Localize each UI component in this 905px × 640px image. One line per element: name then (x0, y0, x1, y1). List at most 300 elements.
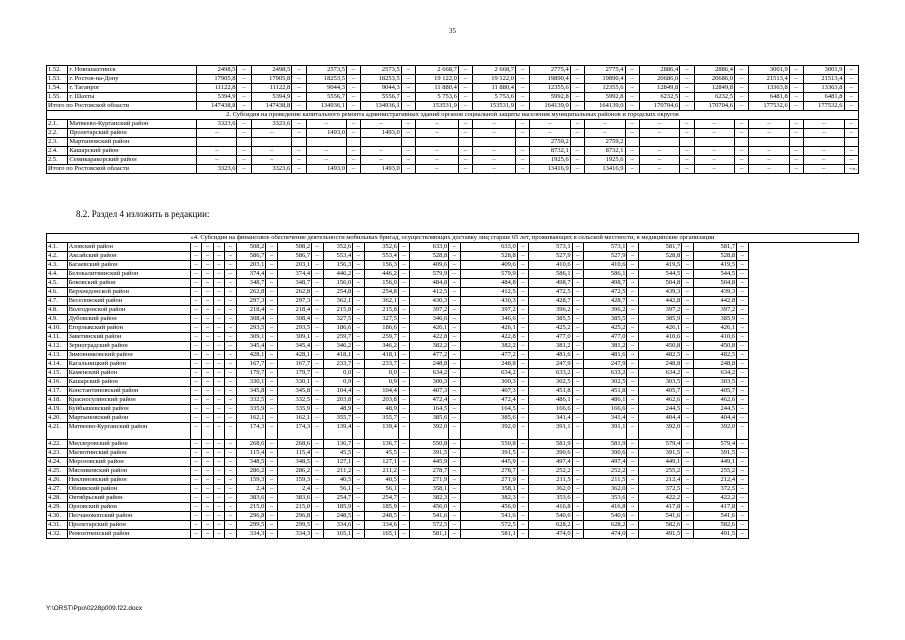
table-cell: 382,3 (460, 494, 517, 503)
table-cell (694, 138, 734, 147)
table-cell-dash: – (682, 494, 693, 503)
table-cell (361, 138, 401, 147)
table-cell: 139,4 (364, 423, 398, 440)
table-cell-dash: – (627, 458, 638, 467)
table-cell: – (789, 156, 803, 165)
table-cell: 352,6 (364, 243, 398, 252)
table-cell: – (735, 129, 749, 138)
table-cell-dash: – (266, 476, 277, 485)
table-cell-dash: – (353, 521, 364, 530)
table-cell: 115,4 (277, 449, 311, 458)
table-cell: 12355,6 (585, 84, 625, 93)
table-cell-dash: – (449, 458, 460, 467)
table-row (47, 297, 859, 306)
table-cell: 5556,7 (306, 93, 346, 102)
table-cell-dash: – (312, 315, 323, 324)
table-cell-dash: – (353, 512, 364, 521)
table-row (47, 440, 859, 449)
table-cell: 486,1 (584, 396, 627, 405)
table-cell: Азовский район (67, 243, 190, 252)
table-cell: 244,5 (638, 405, 681, 414)
table-cell: 12849,8 (694, 84, 734, 93)
table-cell-dash: – (353, 261, 364, 270)
table-cell-dash: – (682, 449, 693, 458)
table-cell-dash: – (353, 414, 364, 423)
table-cell-dash: – (517, 476, 528, 485)
table-cell: 450,8 (638, 342, 681, 351)
table-cell-dash: – (202, 440, 213, 449)
table-cell: Миллеровский район (67, 440, 190, 449)
table-cell: – (735, 93, 749, 102)
table-cell (401, 138, 415, 147)
table-cell-dash: – (517, 396, 528, 405)
table-cell: 248,5 (323, 512, 353, 521)
table-cell-dash: – (190, 494, 201, 503)
table-cell: – (346, 93, 360, 102)
table-cell-dash: – (682, 270, 693, 279)
table-cell: 504,8 (638, 279, 681, 288)
table-cell: Кагальницкий район (67, 360, 190, 369)
table-cell: 2,4 (277, 485, 311, 494)
table-cell: 346,6 (460, 315, 517, 324)
table-cell-dash: – (398, 530, 409, 539)
table-cell-dash: – (398, 405, 409, 414)
table-cell: 115,4 (236, 449, 266, 458)
table-cell: 374,4 (277, 270, 311, 279)
table-cell-dash: – (225, 252, 236, 261)
table-cell: Итого по Ростовской области (47, 165, 197, 174)
table-cell: 528,8 (693, 252, 736, 261)
table-cell-dash: – (517, 270, 528, 279)
table-cell: – (416, 165, 459, 174)
table-cell: 4.17. (47, 387, 68, 396)
table-cell: – (401, 165, 415, 174)
table-cell: 302,5 (584, 378, 627, 387)
table-cell: – (625, 66, 639, 75)
table-cell: – (570, 120, 584, 129)
table-cell-dash: – (213, 288, 224, 297)
table-cell-dash: – (449, 288, 460, 297)
table-cell: Багаевский район (67, 261, 190, 270)
table-cell: – (804, 165, 844, 174)
table-cell-dash: – (449, 387, 460, 396)
table-cell: 296,8 (277, 512, 311, 521)
table-cell: 45,5 (364, 449, 398, 458)
table-cell: 498,7 (529, 279, 572, 288)
table-cell: 422,8 (410, 333, 449, 342)
table-cell: Волгодонской район (67, 306, 190, 315)
table-cell: 3323,6 (197, 165, 237, 174)
table-cell: 302,5 (529, 378, 572, 387)
table-cell: 462,6 (638, 396, 681, 405)
table-cell: 579,4 (638, 440, 681, 449)
table-cell-dash: – (266, 467, 277, 476)
table-cell: 211,2 (323, 467, 353, 476)
table-cell: 477,0 (584, 333, 627, 342)
table-row (47, 306, 859, 315)
table-cell-dash: – (572, 333, 583, 342)
table-cell: – (292, 147, 306, 156)
table-cell-dash: – (737, 306, 748, 315)
table-cell-dash: – (627, 261, 638, 270)
table-cell: – (749, 165, 789, 174)
table-cell: 633,0 (410, 243, 449, 252)
table-cell: 372,5 (638, 485, 681, 494)
table-cell: 2.2. (47, 129, 68, 138)
table-cell-dash: – (353, 423, 364, 440)
table-cell: 1493,0 (361, 165, 401, 174)
table-cell: 407,3 (460, 387, 517, 396)
table-cell-dash: – (398, 440, 409, 449)
table-cell-dash: – (190, 369, 201, 378)
table-cell-dash: – (312, 414, 323, 423)
table-cell-dash: – (353, 476, 364, 485)
table-cell: Куйбышевский район (67, 405, 190, 414)
table-row (47, 423, 859, 440)
table-cell: 385,5 (584, 315, 627, 324)
table-cell-dash: – (398, 521, 409, 530)
table-cell: 482,5 (693, 351, 736, 360)
table-cell-dash: – (627, 351, 638, 360)
table-cell: 391,5 (460, 449, 517, 458)
table-cell-dash: – (190, 485, 201, 494)
table-cell: 410,6 (693, 333, 736, 342)
table-cell: 345,4 (277, 342, 311, 351)
table-cell: – (292, 75, 306, 84)
table-cell: 179,7 (236, 369, 266, 378)
table-cell: 2.4. (47, 147, 68, 156)
table-cell: – (473, 129, 516, 138)
table-cell: 633,2 (584, 369, 627, 378)
table-cell: 422,2 (638, 494, 681, 503)
table-cell (804, 138, 844, 147)
table-cell: 300,3 (410, 378, 449, 387)
table-cell: – (639, 129, 679, 138)
table-cell: 147438,8 (197, 102, 237, 111)
table-cell: 162,1 (236, 414, 266, 423)
table-cell: 56,1 (323, 485, 353, 494)
table-cell (625, 138, 639, 147)
table-cell: 1925,6 (585, 156, 625, 165)
table-cell: 211,5 (584, 476, 627, 485)
table-cell: – (237, 129, 251, 138)
table-cell: 497,4 (584, 458, 627, 467)
table-cell: 527,9 (529, 252, 572, 261)
table-cell: 392,0 (638, 423, 681, 440)
footer-file-path: Y:\ORST\Ppo\0228p009.f22.docx (46, 605, 143, 612)
table-cell-dash: – (627, 279, 638, 288)
table-cell-dash: – (737, 387, 748, 396)
table-cell: 508,2 (277, 243, 311, 252)
table-cell-dash: – (266, 279, 277, 288)
table-cell-dash: – (202, 315, 213, 324)
table-cell-dash: – (627, 342, 638, 351)
table-cell: 450,8 (693, 342, 736, 351)
table-cell: Итого по Ростовской области (47, 102, 197, 111)
table-cell: – (530, 129, 570, 138)
table-cell: 332,5 (236, 396, 266, 405)
table-cell-dash: – (517, 378, 528, 387)
table-cell: 17905,8 (251, 75, 291, 84)
table-cell-dash: – (312, 494, 323, 503)
table-cell: 252,2 (529, 467, 572, 476)
table-cell: – (416, 120, 459, 129)
table-cell-dash: – (627, 378, 638, 387)
table-cell: 346,2 (323, 342, 353, 351)
table-cell: – (789, 75, 803, 84)
table-cell-dash: – (202, 333, 213, 342)
table-cell: 439,3 (693, 288, 736, 297)
table-cell: 4.12. (47, 342, 68, 351)
table-cell: – (804, 156, 844, 165)
table-row (47, 66, 859, 75)
table-cell: 426,1 (638, 324, 681, 333)
table-cell: 18253,5 (361, 75, 401, 84)
table-row (47, 156, 859, 165)
table-cell: – (416, 129, 459, 138)
table-cell: 9044,3 (306, 84, 346, 93)
table-cell: 392,0 (460, 423, 517, 440)
table-cell-dash: – (266, 378, 277, 387)
table-cell-dash: – (572, 378, 583, 387)
table-cell: – (516, 156, 530, 165)
table-cell: – (416, 147, 459, 156)
table-cell: 6481,8 (804, 93, 844, 102)
table-row (47, 342, 859, 351)
table-cell: 3323,6 (251, 120, 291, 129)
table-cell: 634,2 (410, 369, 449, 378)
table-cell: 19 122,0 (416, 75, 459, 84)
table-cell-dash: – (190, 467, 201, 476)
table-cell-dash: – (398, 252, 409, 261)
table-cell-dash: – (353, 503, 364, 512)
table-cell: 541,6 (410, 512, 449, 521)
table-cell-dash: – (449, 324, 460, 333)
table-cell: 396,2 (584, 306, 627, 315)
table-cell: 428,1 (236, 351, 266, 360)
table-cell-dash: – (225, 476, 236, 485)
table-cell (844, 138, 859, 147)
table-cell: – (625, 102, 639, 111)
table-cell: 262,8 (277, 288, 311, 297)
table-cell: – (789, 84, 803, 93)
table-cell: 286,2 (277, 467, 311, 476)
table-cell-dash: – (312, 270, 323, 279)
table-cell-dash: – (572, 351, 583, 360)
table-cell: – (570, 147, 584, 156)
table-cell-dash: – (737, 342, 748, 351)
table-cell-dash: – (572, 503, 583, 512)
table-cell: 385,6 (460, 414, 517, 423)
table-cell-dash: – (190, 396, 201, 405)
table-row (47, 243, 859, 252)
table-cell: 2759,2 (530, 138, 570, 147)
table-cell-dash: – (266, 351, 277, 360)
table-cell: 634,2 (693, 369, 736, 378)
table-cell-dash: – (572, 297, 583, 306)
table-cell: 5992,8 (585, 93, 625, 102)
table-cell-dash: – (398, 270, 409, 279)
table-cell-dash: – (202, 324, 213, 333)
table-cell: 628,2 (529, 521, 572, 530)
table-cell-dash: – (627, 288, 638, 297)
table-row (47, 458, 859, 467)
table-row (47, 414, 859, 423)
table-cell-dash: – (266, 494, 277, 503)
table-cell-dash: – (737, 440, 748, 449)
table-cell: 417,8 (638, 503, 681, 512)
table-cell-dash: – (737, 324, 748, 333)
table-cell-dash: – (449, 521, 460, 530)
table-cell-dash: – (517, 440, 528, 449)
table-cell: 2759,2 (585, 138, 625, 147)
table-cell: 582,6 (638, 521, 681, 530)
table-cell-dash: – (398, 369, 409, 378)
table-cell-dash: – (190, 342, 201, 351)
table-cell: 167,7 (277, 360, 311, 369)
table-cell-dash: – (398, 342, 409, 351)
table-cell-dash: – (517, 306, 528, 315)
table-cell: 271,9 (410, 476, 449, 485)
table-cell-dash: – (353, 243, 364, 252)
table-cell: Орловский район (67, 503, 190, 512)
table-cell: 40,5 (364, 476, 398, 485)
table-cell: 3323,6 (251, 165, 291, 174)
table-cell: – (585, 129, 625, 138)
table-cell-dash: – (398, 476, 409, 485)
table-cell: – (346, 120, 360, 129)
table-cell-dash: – (190, 458, 201, 467)
table-cell: 4.30. (47, 512, 68, 521)
table-cell-dash: – (627, 297, 638, 306)
table-cell-dash: – (213, 306, 224, 315)
table-cell-dash: – (225, 369, 236, 378)
table-cell: 1493,0 (306, 129, 346, 138)
table-cell: 573,1 (584, 243, 627, 252)
table-cell: 4.26. (47, 476, 68, 485)
table-cell: – (570, 165, 584, 174)
table-cell: 540,6 (529, 512, 572, 521)
table-cell-dash: – (449, 503, 460, 512)
table-cell-dash: – (202, 252, 213, 261)
table-cell: 11 880,4 (416, 84, 459, 93)
table-cell: 296,8 (236, 512, 266, 521)
table-cell: – (749, 156, 789, 165)
table-cell-dash: – (190, 279, 201, 288)
table-cell-dash: – (572, 476, 583, 485)
table-cell: – (749, 129, 789, 138)
table-cell: 2498,5 (251, 66, 291, 75)
table-cell: 586,1 (584, 270, 627, 279)
table-cell-dash: – (202, 378, 213, 387)
table-cell-dash: – (190, 449, 201, 458)
table-cell: 486,1 (529, 396, 572, 405)
table-cell: Красносулинский район (67, 396, 190, 405)
table-cell: 248,8 (410, 360, 449, 369)
table-row (47, 449, 859, 458)
table-cell: 327,5 (364, 315, 398, 324)
table-cell-dash: – (398, 449, 409, 458)
table-cell: 419,5 (693, 261, 736, 270)
table-cell: 248,8 (638, 360, 681, 369)
table-cell: – (516, 66, 530, 75)
table-cell: 247,9 (584, 360, 627, 369)
table-cell-dash: – (627, 467, 638, 476)
table-cell: – (694, 165, 734, 174)
table-cell-dash: – (398, 414, 409, 423)
table-cell: 134936,1 (306, 102, 346, 111)
table-cell-dash: – (213, 521, 224, 530)
table-cell: 134936,1 (361, 102, 401, 111)
table-cell: 430,3 (460, 297, 517, 306)
table-cell: 20686,0 (639, 75, 679, 84)
table-cell-dash: – (312, 467, 323, 476)
table-row (47, 270, 859, 279)
table-cell: 407,3 (410, 387, 449, 396)
table-cell: – (680, 147, 694, 156)
table-cell: – (789, 66, 803, 75)
table-cell: 5394,9 (251, 93, 291, 102)
table-cell-dash: – (627, 270, 638, 279)
table-cell-dash: – (627, 503, 638, 512)
table-row (47, 261, 859, 270)
table-cell: 164,5 (460, 405, 517, 414)
table-cell-dash: – (449, 252, 460, 261)
table-cell: 449,1 (638, 458, 681, 467)
table-cell-dash: – (627, 360, 638, 369)
table-cell: 327,5 (323, 315, 353, 324)
table-cell-dash: – (312, 476, 323, 485)
table-cell: 544,5 (638, 270, 681, 279)
table-cell: 186,6 (364, 324, 398, 333)
table-cell: Ремонтненский район (67, 530, 190, 539)
table-cell: – (292, 129, 306, 138)
table-cell-dash: – (572, 369, 583, 378)
table-cell-dash: – (682, 315, 693, 324)
table-cell-dash: – (398, 512, 409, 521)
table-cell-dash: – (572, 485, 583, 494)
table-cell: 405,7 (638, 387, 681, 396)
table-cell: – (694, 120, 734, 129)
table-cell-dash: – (266, 288, 277, 297)
table-cell-dash: – (449, 297, 460, 306)
table-cell: – (306, 147, 346, 156)
table-cell-dash: – (353, 369, 364, 378)
table-cell-dash: – (213, 261, 224, 270)
table-cell-dash: – (202, 396, 213, 405)
table-cell: 634,2 (638, 369, 681, 378)
table-cell-dash: – (353, 333, 364, 342)
table-cell: 156,3 (364, 261, 398, 270)
table-row (47, 333, 859, 342)
table-cell: – (401, 156, 415, 165)
table-cell: 527,9 (584, 252, 627, 261)
table-cell: 259,7 (323, 333, 353, 342)
table-cell-dash: – (627, 440, 638, 449)
table-cell: – (680, 84, 694, 93)
table-cell-dash: – (213, 279, 224, 288)
table-cell: 481,6 (584, 351, 627, 360)
table-cell: 139,4 (323, 423, 353, 440)
table-cell: 416,8 (584, 503, 627, 512)
table-cell-dash: – (737, 414, 748, 423)
table-cell: 581,7 (693, 243, 736, 252)
table-row (47, 279, 859, 288)
table-cell: Песчанокопский район (67, 512, 190, 521)
table-cell: 5 753,6 (416, 93, 459, 102)
table-cell: 358,1 (410, 485, 449, 494)
table-cell: 385,9 (693, 315, 736, 324)
